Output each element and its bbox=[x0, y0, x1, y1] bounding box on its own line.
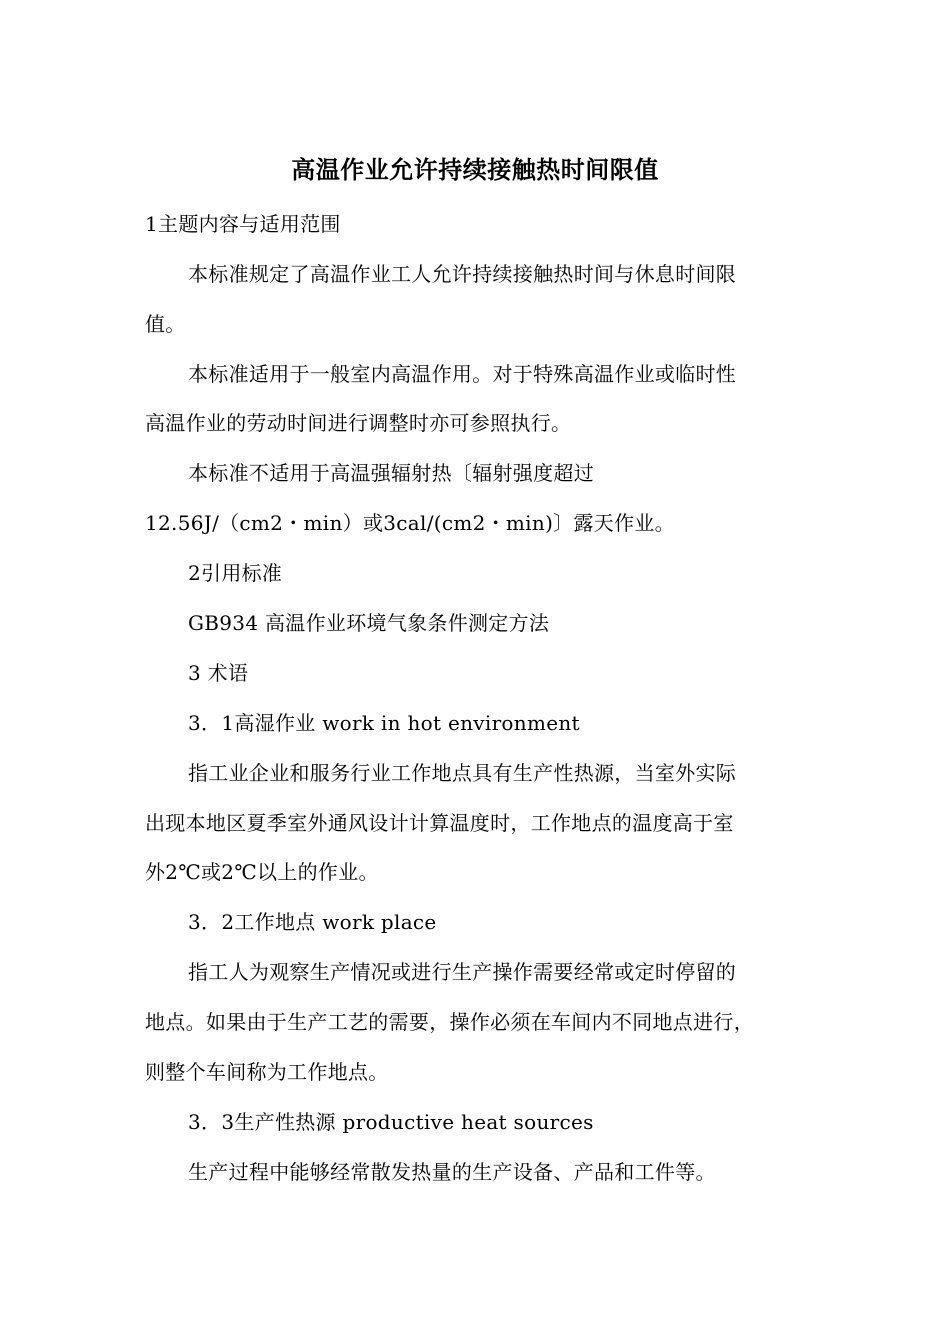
paragraph-line: 本标准不适用于高温强辐射热〔辐射强度超过 bbox=[188, 461, 594, 485]
term-heading: 3．3生产性热源 productive heat sources bbox=[188, 1110, 594, 1134]
section-heading: 1主题内容与适用范围 bbox=[145, 212, 341, 236]
paragraph-line: 出现本地区夏季室外通风设计计算温度时，工作地点的温度高于室 bbox=[145, 811, 734, 835]
paragraph-line: 12.56J/（cm2・min）或3cal/(cm2・min)〕露天作业。 bbox=[145, 511, 675, 535]
paragraph-line: 值。 bbox=[145, 312, 186, 336]
term-heading: 3．2工作地点 work place bbox=[188, 910, 437, 934]
paragraph-line: 地点。如果由于生产工艺的需要，操作必须在车间内不同地点进行， bbox=[145, 1010, 754, 1034]
paragraph-line: 则整个车间称为工作地点。 bbox=[145, 1060, 389, 1084]
paragraph-line: 生产过程中能够经常散发热量的生产设备、产品和工件等。 bbox=[188, 1160, 716, 1184]
reference-standard: GB934 高温作业环境气象条件测定方法 bbox=[188, 611, 550, 635]
term-heading: 3．1高湿作业 work in hot environment bbox=[188, 711, 580, 735]
paragraph-line: 本标准适用于一般室内高温作用。对于特殊高温作业或临时性 bbox=[188, 362, 737, 386]
paragraph-line: 本标准规定了高温作业工人允许持续接触热时间与休息时间限 bbox=[188, 262, 737, 286]
paragraph-line: 高温作业的劳动时间进行调整时亦可参照执行。 bbox=[145, 411, 572, 435]
document-title: 高温作业允许持续接触热时间限值 bbox=[291, 156, 659, 184]
paragraph-line: 指工人为观察生产情况或进行生产操作需要经常或定时停留的 bbox=[188, 960, 737, 984]
paragraph-line: 外2℃或2℃以上的作业。 bbox=[145, 860, 379, 884]
paragraph-line: 指工业企业和服务行业工作地点具有生产性热源，当室外实际 bbox=[188, 761, 737, 785]
section-heading: 3 术语 bbox=[188, 661, 249, 685]
section-heading: 2引用标准 bbox=[188, 561, 283, 585]
